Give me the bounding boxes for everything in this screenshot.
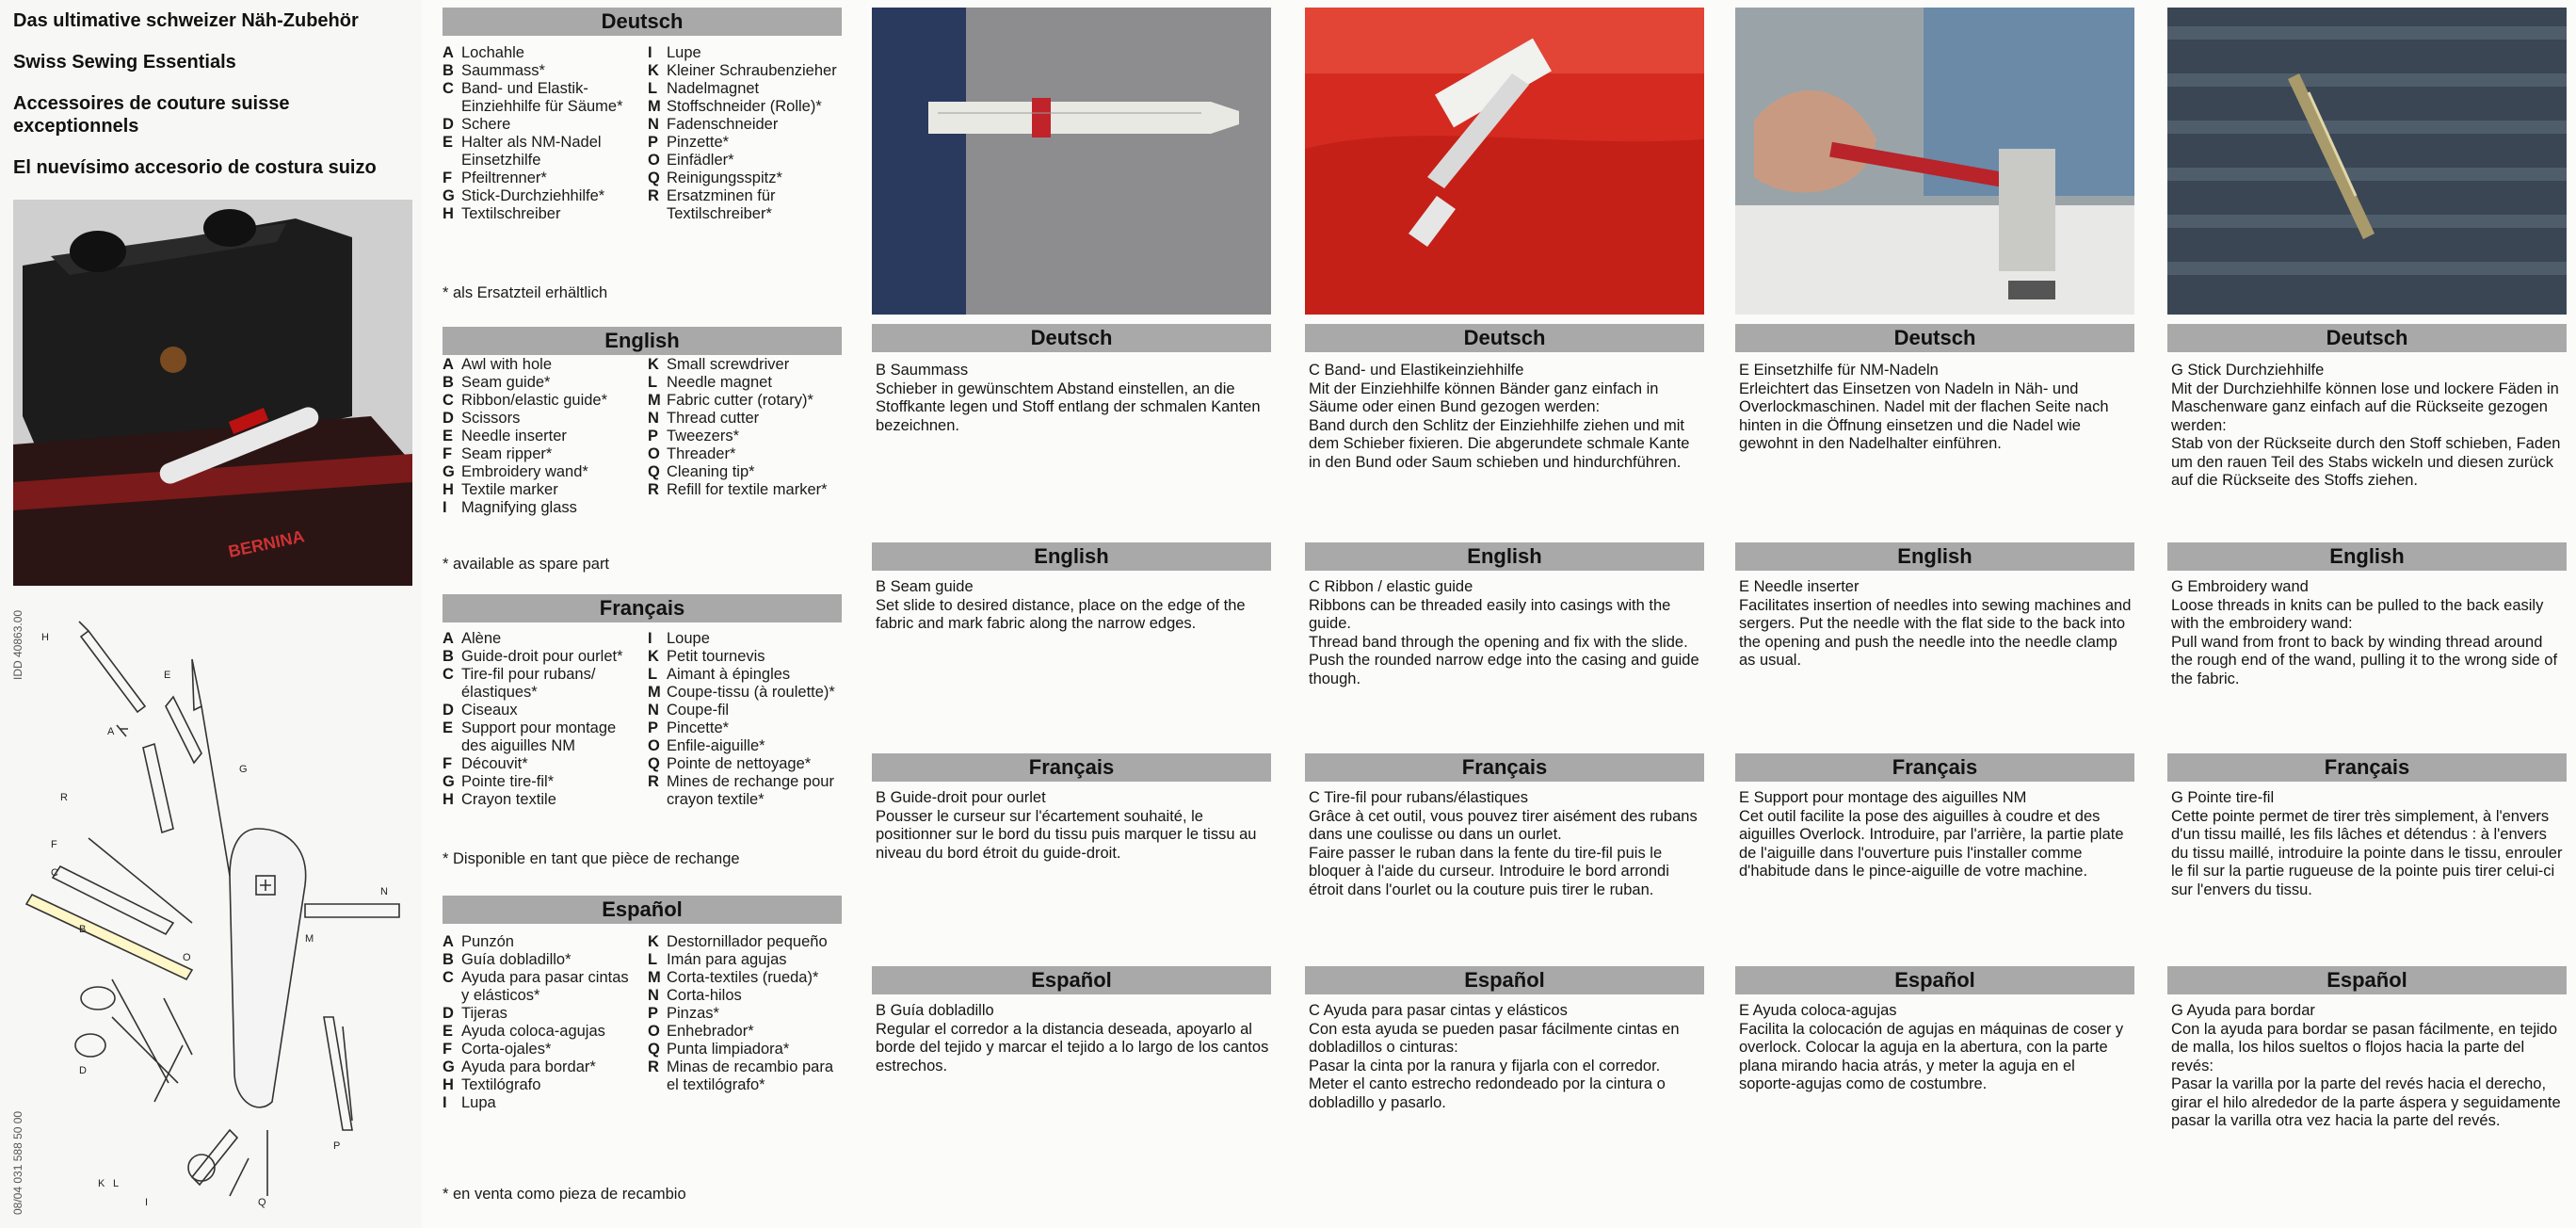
- legend-list-de-2: [648, 44, 845, 223]
- panel2-fr-text: E Support pour montage des aiguilles NM Cet outil facilite la pose des aiguilles à coudre et des aiguilles Overlock. Introduire, par l'arrière, la partie plate de l'aiguille dans l'ouverture puis l'installer comme d'habitude dans le pince-aiguille de votre machine.: [1739, 789, 2124, 880]
- panel0-de-header: Deutsch: [872, 324, 1271, 352]
- panel3-es-header: Español: [2167, 966, 2567, 994]
- legend-note-es: * en venta como pieza de recambio: [443, 1186, 686, 1203]
- list-item: R Minas de recambio para el textilógrafo*: [648, 1058, 834, 1093]
- legend-note-en: * available as spare part: [443, 556, 610, 573]
- list-item: A Awl with hole: [443, 356, 552, 373]
- list-item: R Mines de rechange pour crayon textile*: [648, 773, 834, 808]
- legend-list-en-1: [443, 356, 640, 517]
- diagram-label-h: H: [41, 632, 49, 643]
- panel1-de-header: Deutsch: [1305, 324, 1704, 352]
- list-item: N Fadenschneider: [648, 116, 779, 133]
- title-french: Accessoires de couture suisse exceptionnels: [13, 93, 290, 137]
- diagram-label-i: I: [145, 1197, 149, 1208]
- list-item: O Threader*: [648, 445, 736, 462]
- list-item: K Small screwdriver: [648, 356, 790, 373]
- list-item: G Pointe tire-fil*: [443, 773, 555, 790]
- panel0-en-text: B Seam guide Set slide to desired distance, place on the edge of the fabric and mark fabric along the narrow edges.: [876, 578, 1246, 632]
- list-item: Q Cleaning tip*: [648, 463, 755, 480]
- list-item: C Tire-fil pour rubans/élastiques*: [443, 666, 596, 701]
- diagram-label-l: L: [113, 1178, 120, 1189]
- needle-inserter-photo: [1735, 8, 2134, 315]
- panel-needle-inserter: [1735, 0, 2140, 1228]
- panel2-fr-header: Français: [1735, 753, 2134, 782]
- panel1-en-text: C Ribbon / elastic guide Ribbons can be threaded easily into casings with the guide. Thread band through the opening and fix with the slide. Push the rounded narrow edge into the casing and guide though.: [1309, 578, 1699, 687]
- list-item: G Ayuda para bordar*: [443, 1058, 596, 1075]
- list-item: F Découvit*: [443, 755, 528, 772]
- product-box-photo: [13, 200, 412, 586]
- legend-header-en: English: [443, 327, 842, 355]
- title-spanish: El nuevísimo accesorio de costura suizo: [13, 157, 377, 178]
- list-item: R Refill for textile marker*: [648, 481, 828, 498]
- list-item: P Pinzette*: [648, 134, 730, 151]
- list-item: C Band- und Elastik-Einziehhilfe für Säume*: [443, 80, 623, 115]
- list-item: B Saummass*: [443, 62, 545, 79]
- list-item: L Needle magnet: [648, 374, 772, 391]
- panel2-de-header: Deutsch: [1735, 324, 2134, 352]
- diagram-label-q: Q: [258, 1197, 266, 1208]
- panel3-es-text: G Ayuda para bordar Con la ayuda para bordar se pasan fácilmente, en tejido de malla, los hilos sueltos o flojos hacia la parte del revés: Pasar la varilla por la parte del revés hacia el derecho, girar el hilo alrededor de la parte áspera y seguidamente pasar la varilla otra vez hacia la parte del revés.: [2171, 1002, 2561, 1129]
- knife-tools-diagram: [23, 603, 418, 1224]
- panel3-fr-text: G Pointe tire-fil Cette pointe permet de tirer très simplement, à l'envers d'un tissu maillé, les fils lâches et détendus : à l'envers du tissu maillé, introduire la pointe dans le tissu, enrouler le fil sur la partie rugueuse de la pointe puis tirer celui-ci sur l'envers du tissu.: [2171, 789, 2563, 898]
- list-item: F Seam ripper*: [443, 445, 553, 462]
- legend-header-fr: Français: [443, 594, 842, 622]
- seam-guide-photo: [872, 8, 1271, 315]
- legend-header-es: Español: [443, 896, 842, 924]
- brand-logo: BERNINA: [226, 526, 307, 561]
- panel2-de-text: E Einsetzhilfe für NM-Nadeln Erleichtert das Einsetzen von Nadeln in Näh- und Overlockmaschinen. Nadel mit der flachen Seite nach hinten in die Öffnung einsetzen und die Nadel wie gewohnt in den Nadelhalter einführen.: [1739, 362, 2109, 452]
- panel1-fr-text: C Tire-fil pour rubans/élastiques Grâce à cet outil, vous pouvez tirer aisément des rubans dans une coulisse ou dans un ourlet. Faire passer le ruban dans la fente du tire-fil puis le bloquer à l'aide du curseur. Introduire le bord arrondi étroit dans l'ourlet ou la couture puis tirer le ruban.: [1309, 789, 1698, 898]
- list-item: B Guía dobladillo*: [443, 951, 572, 968]
- doc-code-1: IDD 40863.00: [11, 609, 24, 680]
- legend-note-de: * als Ersatzteil erhältlich: [443, 284, 608, 301]
- diagram-label-f: F: [51, 839, 57, 850]
- list-item: E Ayuda coloca-agujas: [443, 1023, 605, 1040]
- list-item: L Nadelmagnet: [648, 80, 760, 97]
- legend-note-fr: * Disponible en tant que pièce de rechange: [443, 850, 740, 867]
- list-item: I Loupe: [648, 630, 710, 647]
- diagram-label-c: C: [51, 867, 58, 879]
- diagram-label-e: E: [164, 670, 171, 681]
- list-item: D Ciseaux: [443, 702, 518, 719]
- list-item: B Seam guide*: [443, 374, 551, 391]
- list-item: Q Punta limpiadora*: [648, 1041, 790, 1058]
- list-item: M Coupe-tissu (à roulette)*: [648, 684, 835, 701]
- legend-list-es-2: [648, 933, 845, 1094]
- panel0-fr-text: B Guide-droit pour ourlet Pousser le curseur sur l'écartement souhaité, le positionner sur le bord du tissu puis marquer le tissu au niveau du bord étroit du guide-droit.: [876, 789, 1257, 862]
- list-item: I Lupa: [443, 1094, 496, 1111]
- panel0-es-header: Español: [872, 966, 1271, 994]
- list-item: O Einfädler*: [648, 152, 734, 169]
- panel0-es-text: B Guía dobladillo Regular el corredor a la distancia deseada, apoyarlo al borde del tejido y marcar el tejido a lo largo de los cantos estrechos.: [876, 1002, 1269, 1074]
- title-english: Swiss Sewing Essentials: [13, 52, 236, 73]
- list-item: H Textilógrafo: [443, 1076, 541, 1093]
- panel0-en-header: English: [872, 542, 1271, 571]
- list-item: B Guide-droit pour ourlet*: [443, 648, 623, 665]
- legend-header-de: Deutsch: [443, 8, 842, 36]
- embroidery-wand-illustration: [2167, 8, 2567, 315]
- diagram-label-p: P: [333, 1140, 341, 1152]
- list-item: P Pinzas*: [648, 1005, 719, 1022]
- legend-column: [429, 0, 853, 1228]
- list-item: E Needle inserter: [443, 428, 567, 444]
- list-item: A Alène: [443, 630, 502, 647]
- list-item: G Stick-Durchziehhilfe*: [443, 187, 605, 204]
- list-item: D Tijeras: [443, 1005, 507, 1022]
- list-item: I Lupe: [648, 44, 701, 61]
- list-item: C Ribbon/elastic guide*: [443, 392, 608, 409]
- panel-embroidery-wand: [2167, 0, 2576, 1228]
- panel0-fr-header: Français: [872, 753, 1271, 782]
- title-german: Das ultimative schweizer Näh-Zubehör: [13, 10, 359, 31]
- list-item: M Stoffschneider (Rolle)*: [648, 98, 822, 115]
- list-item: Q Reinigungsspitz*: [648, 170, 782, 186]
- list-item: L Aimant à épingles: [648, 666, 791, 683]
- panel3-de-text: G Stick Durchziehhilfe Mit der Durchziehhilfe können lose und lockere Fäden in Maschenware ganz einfach auf die Rückseite gezogen werden: Stab von der Rückseite durch den Stoff schieben, Faden um den rauen Teil des Stabs wickeln und diesen zurück auf die Rückseite des Stoffs ziehen.: [2171, 362, 2561, 489]
- list-item: A Lochahle: [443, 44, 524, 61]
- diagram-label-d: D: [79, 1065, 87, 1076]
- list-item: M Corta-textiles (rueda)*: [648, 969, 819, 986]
- list-item: K Destornillador pequeño: [648, 933, 828, 950]
- panel1-de-text: C Band- und Elastikeinziehhilfe Mit der Einziehhilfe können Bänder ganz einfach in Säume oder einen Bund gezogen werden: Band durch den Schlitz der Einziehhilfe ziehen und mit dem Schieber fixieren. Die abgerundete schmale Kante in den Bund oder Saum schieben und hindurchführen.: [1309, 362, 1690, 471]
- legend-list-en-2: [648, 356, 845, 499]
- list-item: D Scissors: [443, 410, 521, 427]
- diagram-label-r: R: [60, 792, 68, 803]
- list-item: P Tweezers*: [648, 428, 740, 444]
- panel3-en-text: G Embroidery wand Loose threads in knits can be pulled to the back easily with the embroidery wand: Pull wand from front to back by winding thread around the rough end of the wand, pulling it to the wrong side of the fabric.: [2171, 578, 2558, 687]
- list-item: F Pfeiltrenner*: [443, 170, 547, 186]
- panel0-de-text: B Saummass Schieber in gewünschtem Abstand einstellen, an die Stoffkante legen und Stoff entlang der schmalen Kanten bezeichnen.: [876, 362, 1261, 434]
- seam-guide-illustration: [872, 8, 1271, 315]
- diagram-label-n: N: [380, 886, 388, 897]
- list-item: E Halter als NM-Nadel Einsetzhilfe: [443, 134, 602, 169]
- panel1-es-text: C Ayuda para pasar cintas y elásticos Con esta ayuda se pueden pasar fácilmente cintas en dobladillos o cinturas: Pasar la cinta por la ranura y fijarla con el corredor. Meter el canto estrecho redondeado por la cintura o dobladillo y pasarlo.: [1309, 1002, 1680, 1111]
- diagram-label-g: G: [239, 764, 248, 775]
- embroidery-wand-photo: [2167, 8, 2567, 315]
- panel2-es-header: Español: [1735, 966, 2134, 994]
- list-item: N Coupe-fil: [648, 702, 730, 719]
- panel1-fr-header: Français: [1305, 753, 1704, 782]
- panel2-es-text: E Ayuda coloca-agujas Facilita la colocación de agujas en máquinas de coser y overlock. Colocar la aguja en la abertura, con la parte plana mirando hacia atrás, y meter la aguja en el soporte-agujas como de costumbre.: [1739, 1002, 2124, 1092]
- doc-code-2: 08/04 031 588 50 00: [11, 1110, 24, 1215]
- list-item: K Kleiner Schraubenzieher: [648, 62, 837, 79]
- legend-list-es-1: [443, 933, 640, 1112]
- cover-column: [0, 0, 422, 1228]
- legend-list-de-1: [443, 44, 640, 223]
- list-item: E Support pour montage des aiguilles NM: [443, 719, 617, 754]
- list-item: R Ersatzminen für Textilschreiber*: [648, 187, 776, 222]
- list-item: D Schere: [443, 116, 511, 133]
- diagram-label-m: M: [305, 933, 314, 945]
- list-item: Q Pointe de nettoyage*: [648, 755, 812, 772]
- product-box-illustration: [13, 200, 412, 586]
- ribbon-guide-photo: [1305, 8, 1704, 315]
- ribbon-guide-illustration: [1305, 8, 1704, 315]
- panel2-en-text: E Needle inserter Facilitates insertion of needles into sewing machines and sergers. Put the needle with the flat side to the back into the opening and push the needle into the needle clamp as usual.: [1739, 578, 2132, 669]
- list-item: H Textile marker: [443, 481, 558, 498]
- list-item: F Corta-ojales*: [443, 1041, 552, 1058]
- list-item: P Pincette*: [648, 719, 730, 736]
- diagram-label-o: O: [183, 952, 191, 963]
- list-item: K Petit tournevis: [648, 648, 765, 665]
- panel-ribbon-guide: [1305, 0, 1710, 1228]
- diagram-label-k: K: [98, 1178, 105, 1189]
- diagram-label-a: A: [107, 726, 115, 737]
- list-item: G Embroidery wand*: [443, 463, 588, 480]
- list-item: A Punzón: [443, 933, 514, 950]
- panel3-en-header: English: [2167, 542, 2567, 571]
- panel2-en-header: English: [1735, 542, 2134, 571]
- list-item: I Magnifying glass: [443, 499, 577, 516]
- panel3-de-header: Deutsch: [2167, 324, 2567, 352]
- panel1-en-header: English: [1305, 542, 1704, 571]
- list-item: H Textilschreiber: [443, 205, 561, 222]
- list-item: O Enfile-aiguille*: [648, 737, 765, 754]
- list-item: C Ayuda para pasar cintas y elásticos*: [443, 969, 629, 1004]
- list-item: N Corta-hilos: [648, 987, 742, 1004]
- list-item: H Crayon textile: [443, 791, 556, 808]
- list-item: M Fabric cutter (rotary)*: [648, 392, 813, 409]
- list-item: L Imán para agujas: [648, 951, 787, 968]
- panel3-fr-header: Français: [2167, 753, 2567, 782]
- panel-seam-guide: [872, 0, 1277, 1228]
- legend-list-fr-1: [443, 630, 640, 809]
- diagram-label-b: B: [79, 924, 87, 935]
- list-item: N Thread cutter: [648, 410, 760, 427]
- needle-inserter-illustration: [1735, 8, 2134, 315]
- list-item: O Enhebrador*: [648, 1023, 754, 1040]
- legend-list-fr-2: [648, 630, 845, 809]
- panel1-es-header: Español: [1305, 966, 1704, 994]
